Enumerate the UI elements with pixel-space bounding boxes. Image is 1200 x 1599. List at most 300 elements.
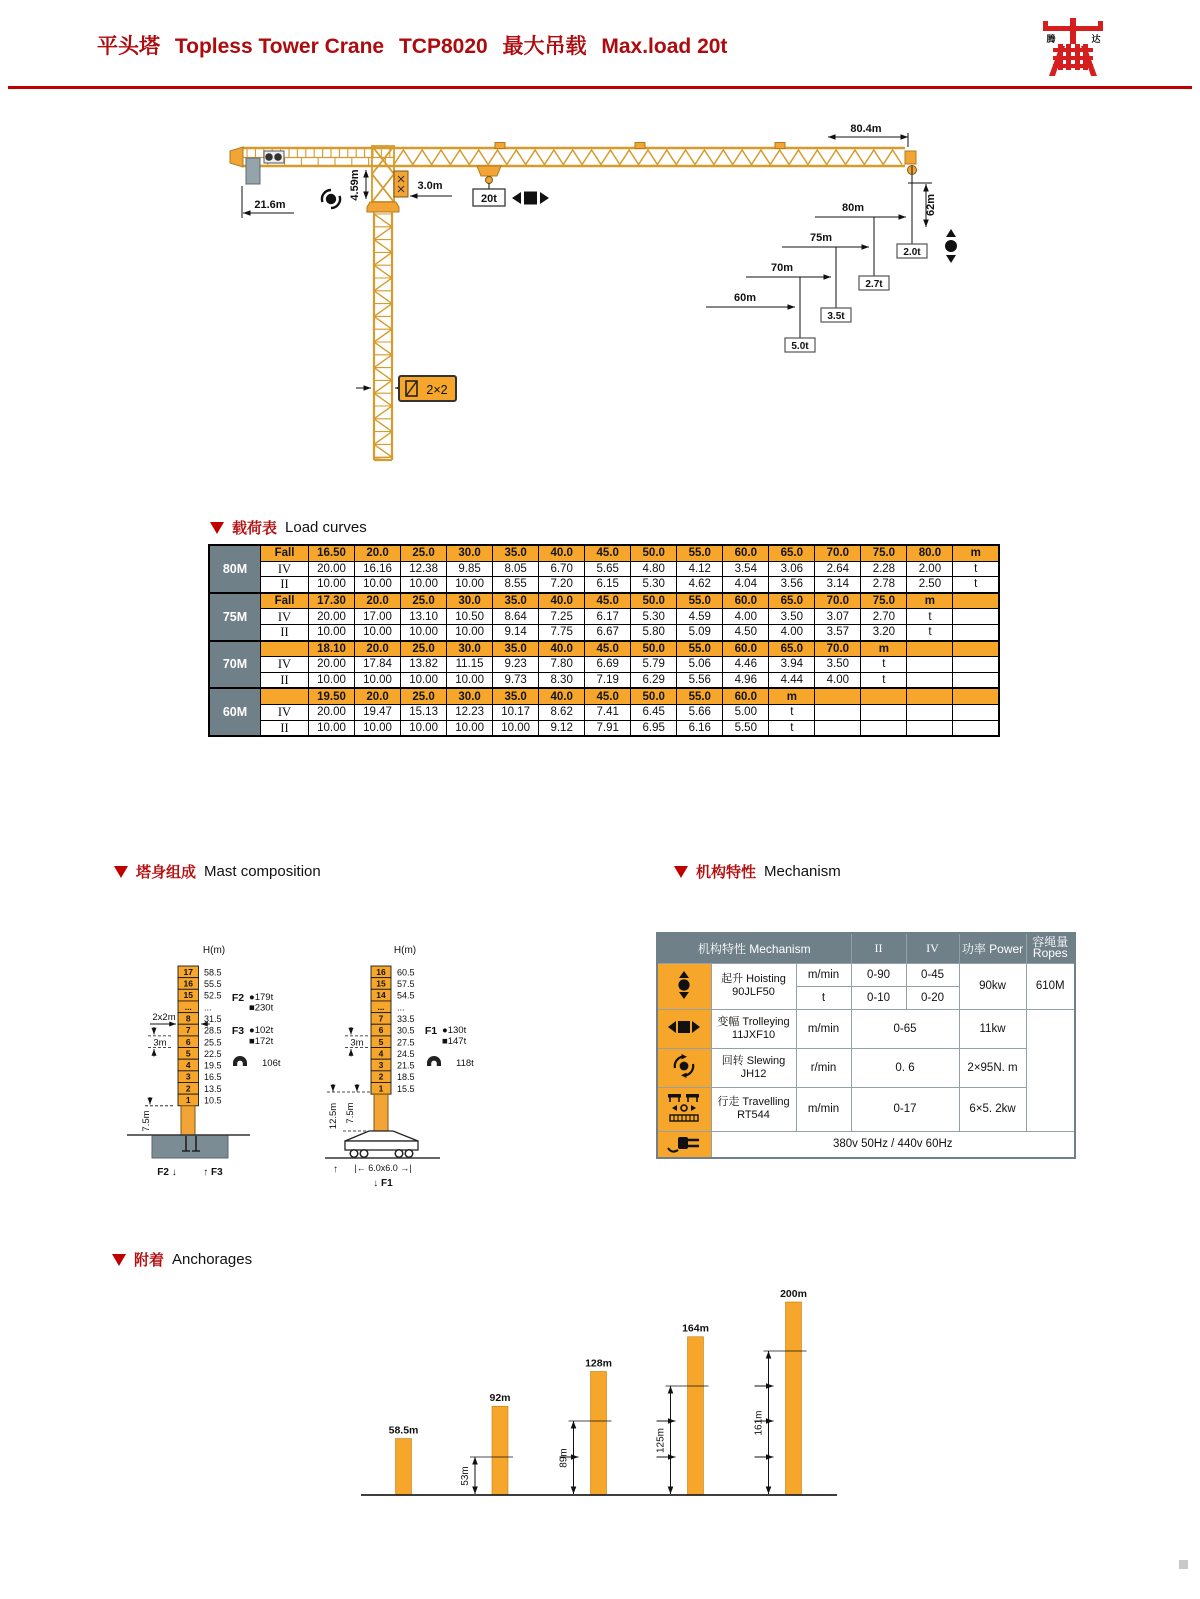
load-cell: 10.00 (401, 720, 447, 736)
load-cell: 12.38 (401, 561, 447, 577)
bar-height-label: 128m (585, 1357, 612, 1370)
base-height-label: 7.5m (345, 1102, 356, 1124)
load-cell: 8.55 (493, 577, 539, 593)
mechanism-header-row (657, 933, 1075, 963)
blank-cell (953, 720, 999, 736)
anchorages-chart (340, 1240, 860, 1510)
mast-lattice (374, 214, 392, 458)
load-cell: 3.94 (769, 657, 815, 673)
section-marker-icon (674, 866, 688, 878)
load-cell: 4.12 (677, 561, 723, 577)
radius-cell: 20.0 (355, 593, 401, 609)
blank-cell (953, 624, 999, 640)
radius-cell: 70.0 (815, 641, 861, 657)
load-cell: 2.78 (861, 577, 907, 593)
left-arrow (668, 1021, 676, 1033)
trolley-model: 11JXF10 (731, 1028, 776, 1041)
trolley-range: 0-65 (851, 1009, 959, 1048)
hook-pulley (486, 177, 493, 184)
mast-segment-number: 16 (183, 978, 193, 989)
load-cell: 10.50 (447, 609, 493, 625)
cord (668, 1148, 678, 1152)
load-cell: 4.50 (723, 624, 769, 640)
base-height-label: 7.5m (141, 1110, 152, 1132)
radius-cell: 18.10 (309, 641, 355, 657)
range-group-label: 80M (209, 545, 261, 593)
load-cell: 7.91 (585, 720, 631, 736)
load-cell: 4.00 (815, 672, 861, 688)
logo-char-right: 达 (1091, 34, 1101, 44)
arc-arrow (682, 1054, 688, 1059)
hoist-dot (945, 240, 957, 252)
radius-cell: 20.0 (355, 545, 401, 561)
mast-segment-height: 22.5 (204, 1048, 222, 1059)
anchor-frame-icon (427, 1056, 441, 1066)
load-cell: 5.30 (631, 577, 677, 593)
trolley-row (657, 1009, 1075, 1048)
section-title-zh: 载荷表 (232, 520, 278, 537)
load-cell: 20.00 (309, 657, 355, 673)
left-mast-shaft (181, 1106, 195, 1135)
trolley-winch-box (394, 171, 408, 197)
tie-tab (495, 143, 505, 149)
hoist-ropes: 610M (1026, 963, 1075, 1009)
radius-cell: 30.0 (447, 545, 493, 561)
fall-count-cell: II (261, 720, 309, 736)
anchorage-bar (492, 1406, 508, 1495)
section-title-zh: 机构特性 (696, 864, 757, 881)
load-cell: 5.00 (723, 704, 769, 720)
brand-logo-icon (1035, 12, 1111, 82)
load-unit-cell: t (861, 672, 907, 688)
mast-segment-number: 1 (185, 1095, 191, 1105)
radius-cell: 55.0 (677, 545, 723, 561)
slewing-dot (326, 194, 336, 204)
load-cell: 9.23 (493, 657, 539, 673)
travel-base-beam (345, 1141, 418, 1150)
slew-row (657, 1048, 1075, 1087)
load-cell: 12.23 (447, 704, 493, 720)
mast-segment-number: 5 (378, 1036, 384, 1047)
load-cell: 4.00 (769, 624, 815, 640)
logo-shape (1098, 21, 1103, 31)
trolley (477, 166, 501, 176)
load-cell: 17.00 (355, 609, 401, 625)
mast-segment-height: 18.5 (397, 1072, 415, 1083)
dot (680, 1062, 689, 1071)
foot-reaction-left: F2 ↓ (157, 1167, 177, 1178)
blank-cell (907, 641, 953, 657)
fall-count-cell: II (261, 577, 309, 593)
mast-segment-height: 13.5 (204, 1083, 222, 1094)
load-cell: 5.79 (631, 657, 677, 673)
anchorage-bars (389, 1288, 807, 1495)
anchor-dim-label: 125m (655, 1427, 667, 1454)
left-mast-segments (178, 966, 222, 1106)
trolley-name-cell (711, 1009, 796, 1048)
mast-segment-number: 4 (185, 1060, 191, 1071)
radius-unit-cell: m (953, 545, 999, 561)
mast-segment-number: ... (184, 1001, 192, 1012)
radius-cell: 60.0 (723, 641, 769, 657)
wheel (405, 1150, 413, 1158)
load-cell: 5.56 (677, 672, 723, 688)
foundation-block (152, 1135, 228, 1158)
load-cell: 5.80 (631, 624, 677, 640)
load-cell: 7.80 (539, 657, 585, 673)
load-cell: 9.73 (493, 672, 539, 688)
mast-segment-number: 2 (185, 1083, 191, 1094)
radius-70-label: 70m (770, 262, 794, 274)
square (678, 1021, 690, 1033)
load-cell: 3.06 (769, 561, 815, 577)
load-cell: 8.64 (493, 609, 539, 625)
ground-arrow: ↑ (333, 1164, 338, 1175)
load-cell: 3.50 (815, 657, 861, 673)
section-mast (114, 861, 321, 882)
radius-cell: 20.0 (355, 688, 401, 704)
logo-char-left: 腾 (1046, 34, 1056, 44)
load-unit-cell: t (907, 624, 953, 640)
load-cell: 5.06 (677, 657, 723, 673)
radius-unit-cell: m (861, 641, 907, 657)
blank-cell (907, 657, 953, 673)
load-60-label: 5.0t (791, 341, 809, 352)
load-cell: 10.00 (447, 577, 493, 593)
load-cell: 4.96 (723, 672, 769, 688)
hoist-speed-ii: 0-90 (851, 963, 906, 986)
load-cell: 13.10 (401, 609, 447, 625)
logo-shape (1053, 64, 1093, 68)
hoist-cap-ii: 0-10 (851, 986, 906, 1009)
mast-segment-height: 28.5 (204, 1025, 222, 1036)
fall-header-cell (261, 688, 309, 704)
jib-tip-block (905, 151, 916, 164)
mast-segment-number: 3 (185, 1071, 191, 1082)
anchor-dim-label: 161m (753, 1410, 765, 1436)
anchorage-bar (786, 1302, 802, 1495)
mech-header-power: 功率 Power (959, 933, 1026, 963)
section-title-en: Load curves (285, 519, 367, 536)
radius-cell: 75.0 (861, 545, 907, 561)
page-title (97, 30, 727, 60)
fall-count-cell: IV (261, 704, 309, 720)
foot-reaction-right: ↑ F3 (203, 1167, 223, 1178)
left-arrow (672, 1105, 677, 1111)
travel-unit: m/min (796, 1087, 851, 1131)
range-group-label: 70M (209, 641, 261, 689)
left-arrow (512, 192, 521, 204)
radius-cell: 35.0 (493, 641, 539, 657)
mast-segment-height: 30.5 (397, 1025, 415, 1036)
fall-header-cell: Fall (261, 545, 309, 561)
load-cell: 6.17 (585, 609, 631, 625)
load-cell: 4.59 (677, 609, 723, 625)
note-f3-square: ■172t (249, 1036, 274, 1047)
load-cell: 2.00 (907, 561, 953, 577)
note-f2: F2 (231, 992, 245, 1004)
load-cell: 10.00 (355, 624, 401, 640)
load-cell: 3.07 (815, 609, 861, 625)
counterjib-length-label: 21.6m (254, 199, 286, 211)
min-radius-label: 3.0m (417, 180, 443, 192)
blank-cell (953, 657, 999, 673)
plug-body (678, 1137, 688, 1149)
section-title-zh: 塔身组成 (136, 864, 197, 881)
mast-segment-height: ... (204, 1002, 212, 1013)
winch-drum (265, 153, 273, 161)
radius-cell: 45.0 (585, 688, 631, 704)
fall-count-cell: IV (261, 657, 309, 673)
hoist-row-1 (657, 963, 1075, 986)
load-cell: 5.09 (677, 624, 723, 640)
load-cell: 10.00 (493, 720, 539, 736)
arc-arrow (681, 1073, 687, 1078)
trolley-square (524, 192, 537, 205)
hook-range-label: 62m (925, 193, 937, 217)
hoist-power: 90kw (959, 963, 1026, 1009)
load-cell: 10.00 (401, 577, 447, 593)
blank-cell (953, 609, 999, 625)
load-cell: 9.14 (493, 624, 539, 640)
radius-cell: 16.50 (309, 545, 355, 561)
hoist-cap-iv: 0-20 (906, 986, 959, 1009)
tip-load-label: 2.0t (903, 247, 921, 258)
load-cell: 5.30 (631, 609, 677, 625)
logo-shape (1043, 21, 1048, 31)
winch-drum (274, 153, 282, 161)
note-f1-circle: ●130t (442, 1025, 467, 1036)
anchor-frame-icon (233, 1056, 247, 1066)
tie-tab (775, 143, 785, 149)
right-mast-shaft (374, 1094, 388, 1131)
load-cell: 15.13 (401, 704, 447, 720)
load-curves-table (208, 544, 1000, 737)
radius-unit-cell: m (769, 688, 815, 704)
load-cell: 10.00 (447, 720, 493, 736)
logo-mark (1043, 18, 1103, 76)
blank-cell (907, 720, 953, 736)
section-marker-icon (114, 866, 128, 878)
title-zh: 平头塔 (97, 35, 160, 58)
load-unit-cell: t (861, 657, 907, 673)
hoist-model: 90JLF50 (732, 986, 775, 998)
radius-cell: 50.0 (631, 545, 677, 561)
base2-height-label: 12.5m (328, 1102, 339, 1130)
power-supply: 380v 50Hz / 440v 60Hz (711, 1131, 1075, 1158)
up-arrow (946, 229, 956, 237)
head-height-label: 4.59m (349, 169, 361, 201)
radius-cell: 40.0 (539, 688, 585, 704)
load-table-data-row (209, 624, 999, 640)
blank-cell (815, 720, 861, 736)
hoist-unit2: t (796, 986, 851, 1009)
blank-cell (907, 704, 953, 720)
note-f2-square: ■230t (249, 1002, 274, 1014)
slewing-icon (322, 190, 340, 208)
mast-segment-number: 5 (185, 1048, 191, 1059)
radius-cell: 75.0 (861, 593, 907, 609)
load-cell: 10.00 (401, 624, 447, 640)
travelling-icon (657, 1087, 711, 1131)
slew-model: JH12 (740, 1067, 767, 1080)
load-cell: 8.62 (539, 704, 585, 720)
maxload-zh: 最大吊载 (502, 35, 587, 58)
fall-count-cell: IV (261, 609, 309, 625)
radius-cell: 50.0 (631, 641, 677, 657)
blank-cell (953, 641, 999, 657)
fall-count-cell: II (261, 624, 309, 640)
load-cell: 10.00 (309, 720, 355, 736)
travel-model: RT544 (737, 1109, 770, 1121)
supply-row (657, 1131, 1075, 1158)
radius-60-label: 60m (733, 292, 757, 304)
slew-range: 0. 6 (851, 1048, 959, 1087)
load-cell: 8.05 (493, 561, 539, 577)
mast-section-label: 2×2 (426, 383, 448, 397)
section-marker-icon (210, 522, 224, 534)
rail-legs (670, 1097, 679, 1102)
section-marker-icon (112, 1254, 126, 1266)
load-cell: 20.00 (309, 609, 355, 625)
anchorage-bar (688, 1337, 704, 1495)
radius-cell: 25.0 (401, 593, 447, 609)
travel-row (657, 1087, 1075, 1131)
bar-height-label: 58.5m (388, 1424, 419, 1437)
hoist-speed-iv: 0-45 (906, 963, 959, 986)
mast-segment-height: 60.5 (397, 967, 415, 978)
jib-lattice (394, 150, 902, 165)
load-cell: 6.69 (585, 657, 631, 673)
mech-header-iv: IV (906, 933, 959, 963)
load-cell: 6.45 (631, 704, 677, 720)
load-table-data-row (209, 609, 999, 625)
mast-segment-number: 7 (378, 1013, 384, 1024)
radius-80-label: 80m (841, 202, 865, 214)
load-unit-cell: t (769, 720, 815, 736)
load-cell: 10.00 (401, 672, 447, 688)
mast-segment-number: 17 (183, 966, 193, 977)
slew-name: 回转 Slewing (721, 1054, 786, 1067)
load-cell: 10.00 (447, 672, 493, 688)
fall-header-cell: Fall (261, 593, 309, 609)
rail-legs (688, 1097, 697, 1102)
mast-segment-height: 55.5 (204, 979, 222, 989)
load-cell: 10.00 (447, 624, 493, 640)
radius-cell: 35.0 (493, 545, 539, 561)
load-cell: 10.00 (355, 577, 401, 593)
load-cell: 10.00 (355, 720, 401, 736)
page-corner-mark (1179, 1560, 1188, 1569)
load-cell: 5.66 (677, 704, 723, 720)
hoist-unit1: m/min (796, 963, 851, 986)
mast-segment-number: 8 (185, 1013, 191, 1024)
blank-cell (953, 704, 999, 720)
load-cell: 10.17 (493, 704, 539, 720)
radius-cell: 65.0 (769, 545, 815, 561)
trolleying-icon (657, 1009, 711, 1048)
radius-cell: 17.30 (309, 593, 355, 609)
load-table-data-row (209, 672, 999, 688)
range-group-label: 75M (209, 593, 261, 641)
radius-cell: 45.0 (585, 593, 631, 609)
anchorage-bar (396, 1439, 412, 1495)
counterweight-block (246, 158, 260, 184)
load-cell: 3.14 (815, 577, 861, 593)
radius-cell: 35.0 (493, 593, 539, 609)
radius-cell: 65.0 (769, 641, 815, 657)
radius-cell: 70.0 (815, 545, 861, 561)
load-cell: 10.00 (309, 672, 355, 688)
mast-segment-height: 21.5 (397, 1060, 415, 1071)
load-cell: 9.12 (539, 720, 585, 736)
fall-header-cell (261, 641, 309, 657)
mast-segment-number: 16 (376, 966, 386, 977)
blank-cell (953, 672, 999, 688)
blank-cell (953, 688, 999, 704)
travel-name: 行走 Travelling (717, 1096, 790, 1108)
radius-cell: 60.0 (723, 688, 769, 704)
load-cell: 3.57 (815, 624, 861, 640)
max-load-label: 20t (481, 193, 497, 205)
load-cell: 6.29 (631, 672, 677, 688)
radius-cell: 20.0 (355, 641, 401, 657)
trolley-name: 变幅 Trolleying (717, 1015, 790, 1028)
load-cell: 6.15 (585, 577, 631, 593)
radius-cell: 80.0 (907, 545, 953, 561)
load-table-radius-row (209, 545, 999, 561)
track-hatch (674, 1115, 694, 1121)
tower-head-frame (372, 146, 394, 202)
trolley-unit: m/min (796, 1009, 851, 1048)
load-cell: 5.50 (723, 720, 769, 736)
travelling-icon-svg (666, 1092, 702, 1124)
load-cell: 6.70 (539, 561, 585, 577)
mast-segment-height: 33.5 (397, 1013, 415, 1024)
crane-truss (243, 148, 902, 458)
anchor-dim-label: 89m (558, 1448, 570, 1468)
mast-segment-number: 4 (378, 1048, 384, 1059)
arch-load-right: 118t (456, 1058, 474, 1069)
bar-height-label: 200m (780, 1288, 807, 1300)
title-model: TCP8020 (398, 35, 488, 58)
section-anchorages (112, 1249, 252, 1270)
section-title-en: Anchorages (172, 1251, 253, 1268)
radius-cell: 35.0 (493, 688, 539, 704)
right-arrow (692, 1021, 700, 1033)
mast-segment-height: 57.5 (397, 979, 415, 989)
blank-cell (861, 720, 907, 736)
load-table-data-row (209, 704, 999, 720)
load-table-radius-row (209, 641, 999, 657)
load-cell: 2.64 (815, 561, 861, 577)
radius-cell: 30.0 (447, 593, 493, 609)
note-f3: F3 (231, 1025, 245, 1037)
right-arrow (691, 1105, 696, 1111)
load-cell: 3.20 (861, 624, 907, 640)
load-cell: 10.00 (355, 672, 401, 688)
load-cell: 4.04 (723, 577, 769, 593)
radius-cell: 25.0 (401, 641, 447, 657)
blank-cell (861, 704, 907, 720)
load-unit-cell: t (953, 577, 999, 593)
mast-segment-number: 2 (378, 1071, 384, 1082)
right-arrow (540, 192, 549, 204)
fall-count-cell: II (261, 672, 309, 688)
logo-shape (1070, 18, 1076, 44)
section-title-zh: 附着 (134, 1252, 165, 1269)
load-70-label: 3.5t (827, 311, 845, 322)
